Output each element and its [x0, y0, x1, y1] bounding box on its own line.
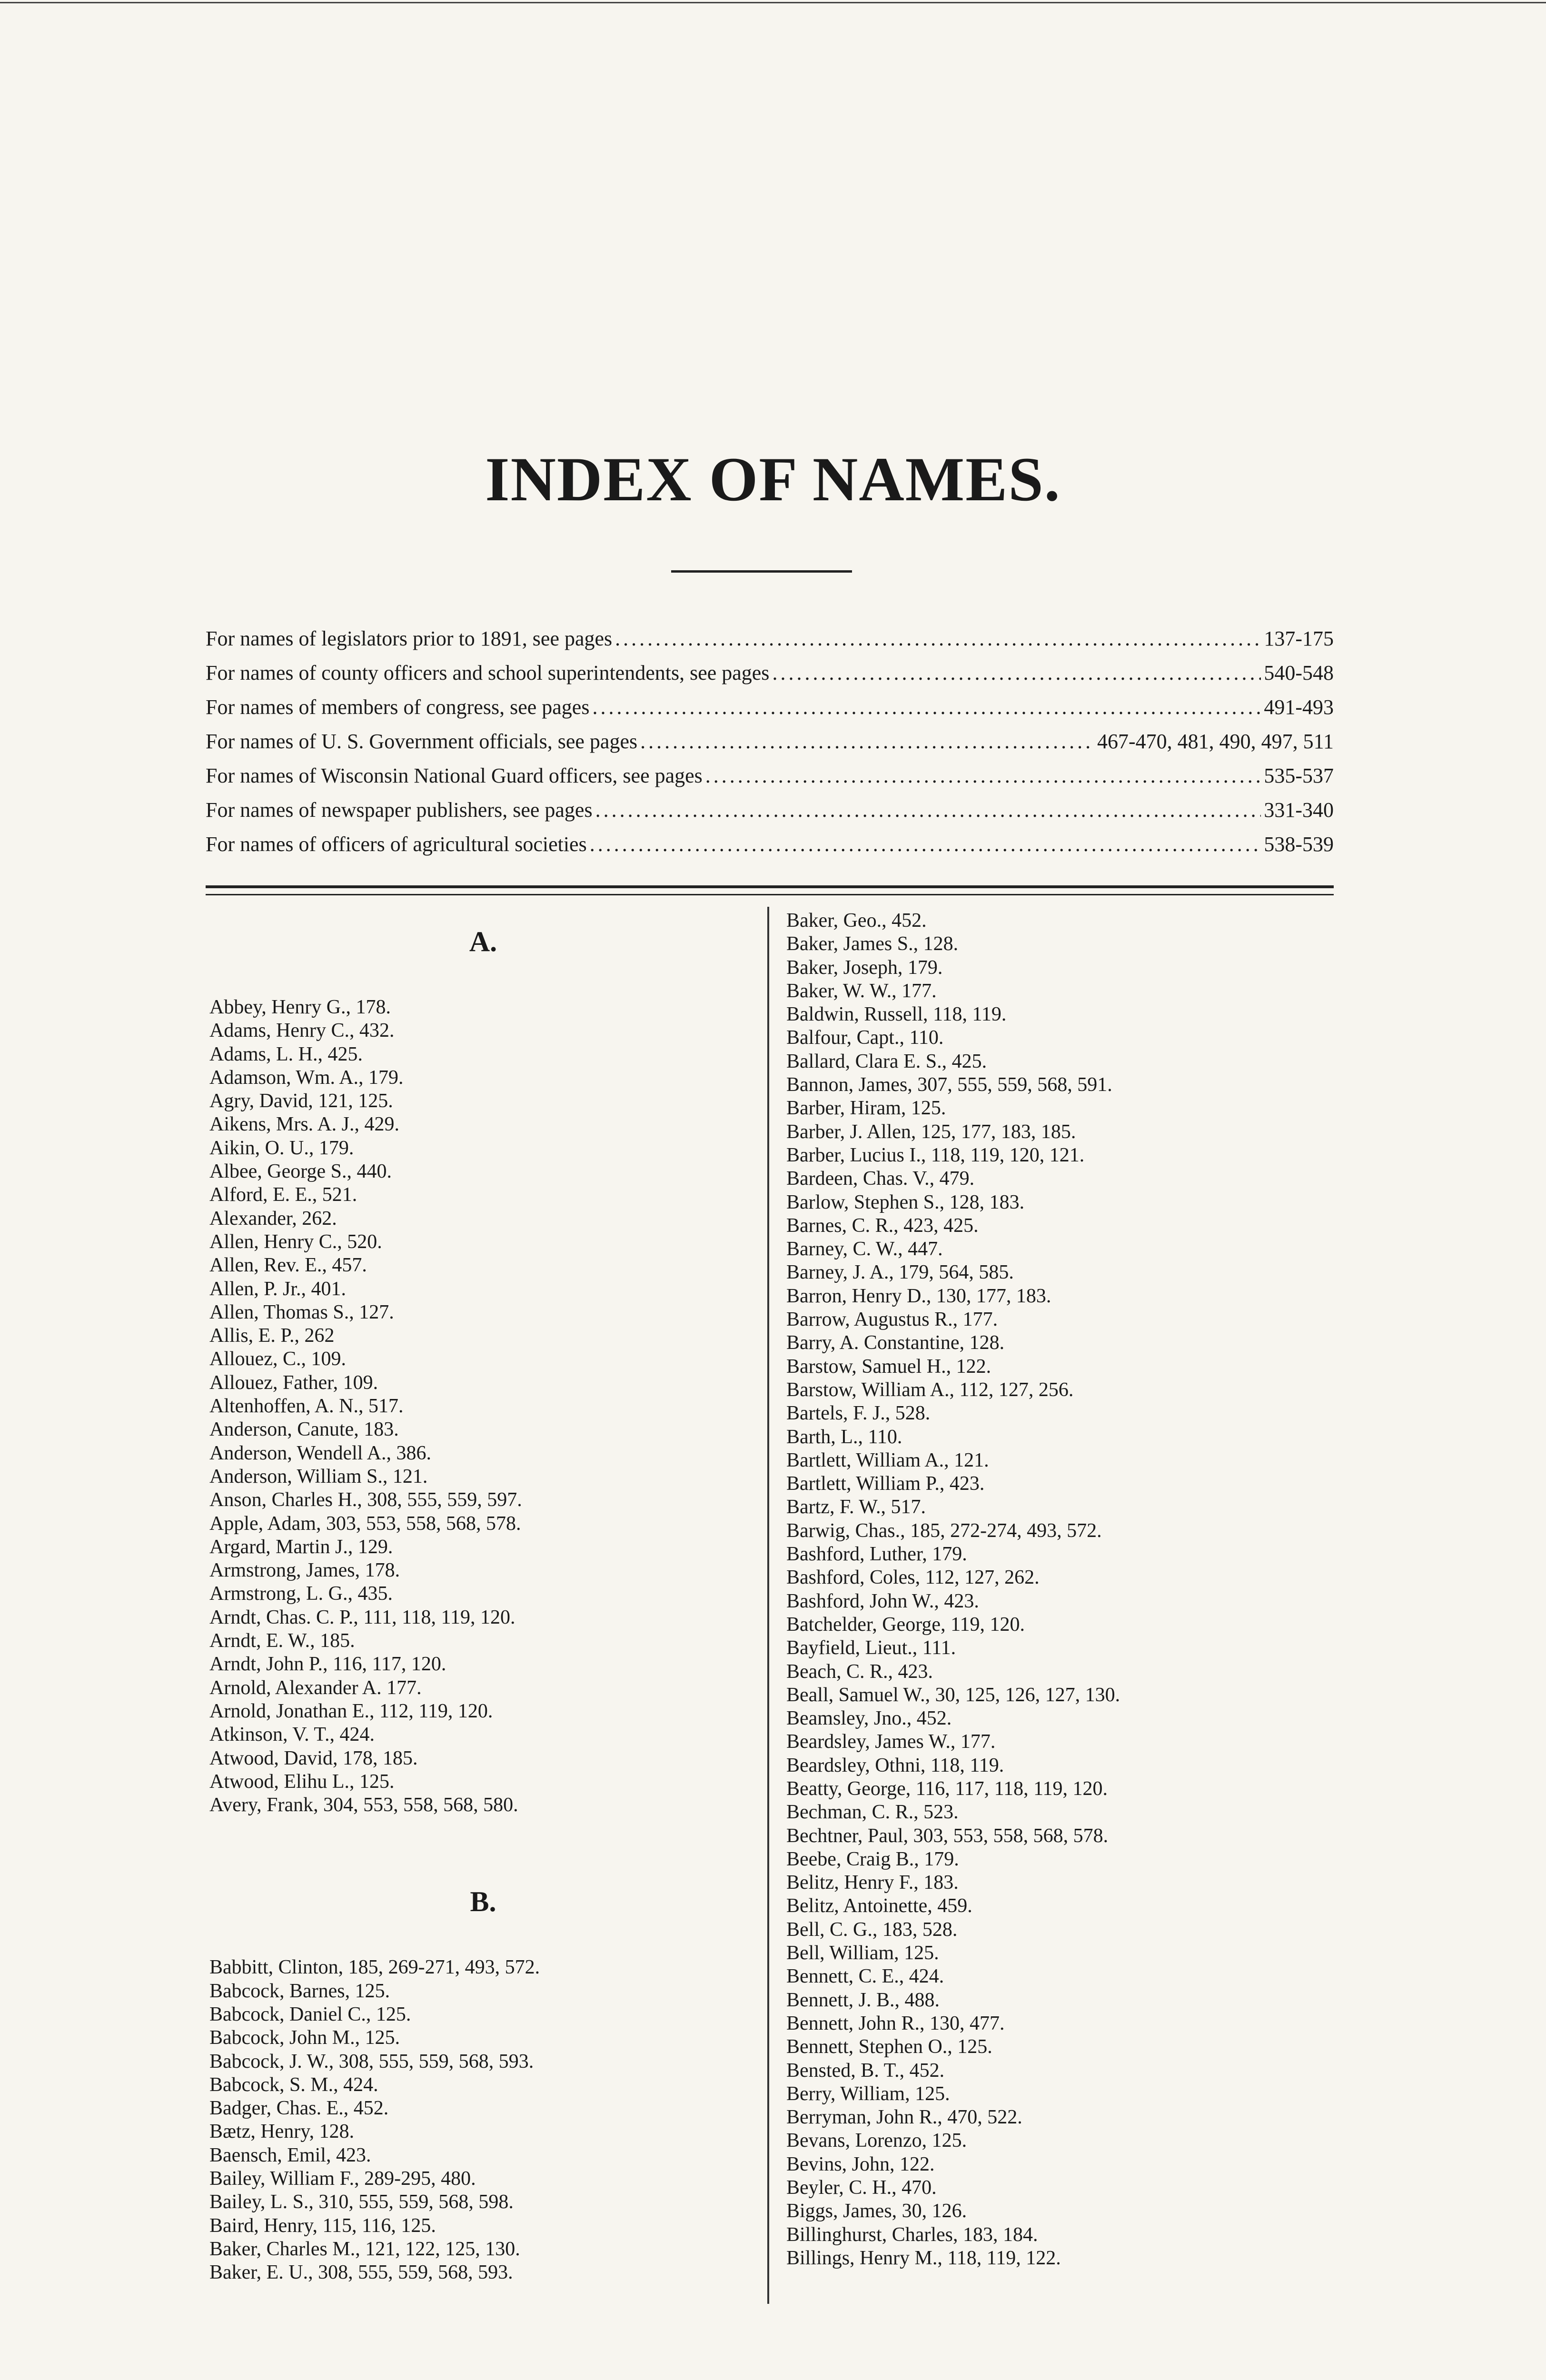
index-entry: Bartz, F. W., 517.: [786, 1496, 926, 1518]
index-entry: Bennett, C. E., 424.: [786, 1965, 944, 1988]
reference-pages: 467-470, 481, 490, 497, 511: [1097, 730, 1334, 753]
index-entry: Batchelder, George, 119, 120.: [786, 1613, 1025, 1636]
reference-label: For names of county officers and school superintendents, see pages: [206, 661, 770, 684]
cross-reference-row: [206, 695, 1334, 729]
index-entry: Bailey, L. S., 310, 555, 559, 568, 598.: [209, 2191, 514, 2213]
index-entry: Barry, A. Constantine, 128.: [786, 1332, 1005, 1354]
page-title: INDEX OF NAMES.: [485, 444, 1061, 514]
index-entry: Adamson, Wm. A., 179.: [209, 1066, 404, 1089]
cross-reference-row: [206, 661, 1334, 695]
index-entry: Beardsley, James W., 177.: [786, 1731, 996, 1753]
index-entry: Babbitt, Clinton, 185, 269-271, 493, 572.: [209, 1956, 540, 1979]
index-entry: Belitz, Antoinette, 459.: [786, 1895, 972, 1917]
index-entry: Baker, E. U., 308, 555, 559, 568, 593.: [209, 2261, 513, 2284]
column-divider: [767, 907, 769, 2304]
reference-label: For names of legislators prior to 1891, see pages: [206, 627, 613, 650]
index-entry: Beall, Samuel W., 30, 125, 126, 127, 130.: [786, 1684, 1120, 1706]
cross-reference-row: [206, 764, 1334, 798]
index-entry: Barron, Henry D., 130, 177, 183.: [786, 1285, 1051, 1307]
index-entry: Allen, Henry C., 520.: [209, 1230, 382, 1253]
index-entry: Allen, P. Jr., 401.: [209, 1278, 347, 1300]
section-divider-rule: [206, 885, 1334, 888]
index-entry: Bennett, John R., 130, 477.: [786, 2012, 1005, 2034]
leader-dots: [640, 729, 1094, 754]
reference-pages: 540-548: [1264, 661, 1334, 684]
index-entry: Beach, C. R., 423.: [786, 1660, 933, 1683]
index-entry: Barth, L., 110.: [786, 1426, 902, 1448]
cross-reference-row: [206, 798, 1334, 832]
index-entry: Babcock, Barnes, 125.: [209, 1980, 390, 2002]
index-entry: Baker, Joseph, 179.: [786, 956, 943, 979]
index-entry: Arnold, Alexander A. 177.: [209, 1676, 422, 1699]
index-entry: Ballard, Clara E. S., 425.: [786, 1050, 987, 1072]
index-entry: Barstow, Samuel H., 122.: [786, 1355, 991, 1378]
reference-pages: 331-340: [1264, 798, 1334, 822]
index-entry: Arndt, Chas. C. P., 111, 118, 119, 120.: [209, 1606, 515, 1628]
index-entry: Anson, Charles H., 308, 555, 559, 597.: [209, 1489, 522, 1511]
index-entry: Bell, William, 125.: [786, 1942, 939, 1964]
index-entry: Bell, C. G., 183, 528.: [786, 1918, 958, 1941]
index-entry: Biggs, James, 30, 126.: [786, 2200, 967, 2222]
index-entry: Alford, E. E., 521.: [209, 1184, 357, 1206]
section-heading-a: A.: [469, 926, 497, 957]
index-entry: Allouez, C., 109.: [209, 1348, 346, 1370]
index-entry: Babcock, John M., 125.: [209, 2027, 400, 2049]
section-heading-b: B.: [470, 1886, 496, 1918]
index-entry: Baker, James S., 128.: [786, 933, 959, 955]
cross-reference-row: [206, 729, 1334, 764]
index-entry: Allouez, Father, 109.: [209, 1371, 378, 1394]
index-entry: Beamsley, Jno., 452.: [786, 1707, 952, 1730]
index-entry: Allen, Rev. E., 457.: [209, 1254, 367, 1277]
index-entry: Anderson, Canute, 183.: [209, 1418, 399, 1441]
index-entry: Arnold, Jonathan E., 112, 119, 120.: [209, 1700, 493, 1722]
index-entry: Bashford, Luther, 179.: [786, 1543, 967, 1566]
index-entry: Anderson, William S., 121.: [209, 1465, 428, 1488]
reference-label: For names of U. S. Government officials, see pages: [206, 730, 638, 753]
reference-pages: 538-539: [1264, 833, 1334, 856]
index-entry: Albee, George S., 440.: [209, 1160, 392, 1183]
index-entry: Armstrong, L. G., 435.: [209, 1583, 393, 1605]
index-entry: Barlow, Stephen S., 128, 183.: [786, 1191, 1025, 1213]
index-entry: Altenhoffen, A. N., 517.: [209, 1395, 404, 1418]
index-entry: Babcock, J. W., 308, 555, 559, 568, 593.: [209, 2050, 534, 2073]
section-divider-rule: [206, 894, 1334, 895]
index-entry: Baker, Geo., 452.: [786, 910, 927, 932]
index-entry: Bayfield, Lieut., 111.: [786, 1637, 956, 1659]
reference-label: For names of newspaper publishers, see pages: [206, 798, 593, 822]
index-entry: Badger, Chas. E., 452.: [209, 2097, 389, 2120]
index-entry: Bannon, James, 307, 555, 559, 568, 591.: [786, 1074, 1112, 1096]
index-entry: Agry, David, 121, 125.: [209, 1090, 393, 1112]
index-entry: Belitz, Henry F., 183.: [786, 1872, 959, 1894]
index-entry: Barber, Hiram, 125.: [786, 1097, 946, 1120]
index-entry: Anderson, Wendell A., 386.: [209, 1442, 431, 1464]
index-entry: Baker, Charles M., 121, 122, 125, 130.: [209, 2238, 520, 2260]
index-entry: Bevans, Lorenzo, 125.: [786, 2130, 967, 2152]
index-entry: Aikens, Mrs. A. J., 429.: [209, 1113, 400, 1136]
index-entry: Atkinson, V. T., 424.: [209, 1724, 375, 1746]
index-entry: Beardsley, Othni, 118, 119.: [786, 1754, 1004, 1776]
index-entry: Bætz, Henry, 128.: [209, 2121, 355, 2143]
index-entry: Argard, Martin J., 129.: [209, 1536, 393, 1558]
index-entry: Arndt, John P., 116, 117, 120.: [209, 1653, 446, 1676]
index-entry: Adams, Henry C., 432.: [209, 1020, 395, 1042]
index-entry: Balfour, Capt., 110.: [786, 1027, 944, 1049]
index-entry: Bartlett, William P., 423.: [786, 1473, 985, 1495]
index-entry: Bensted, B. T., 452.: [786, 2059, 945, 2082]
index-entry: Bevins, John, 122.: [786, 2153, 935, 2175]
index-entry: Baird, Henry, 115, 116, 125.: [209, 2214, 436, 2237]
index-entry: Barstow, William A., 112, 127, 256.: [786, 1378, 1074, 1401]
leader-dots: [592, 695, 1261, 719]
reference-label: For names of officers of agricultural societies: [206, 833, 587, 856]
index-entry: Abbey, Henry G., 178.: [209, 996, 391, 1018]
index-entry: Billings, Henry M., 118, 119, 122.: [786, 2247, 1061, 2269]
index-entry: Barrow, Augustus R., 177.: [786, 1309, 998, 1331]
index-entry: Atwood, David, 178, 185.: [209, 1747, 418, 1769]
cross-reference-row: [206, 626, 1334, 661]
index-entry: Babcock, S. M., 424.: [209, 2073, 378, 2096]
section-a-entries: [209, 996, 757, 1817]
section-b-continued-entries: [786, 909, 1334, 2270]
reference-pages: 491-493: [1264, 695, 1334, 719]
index-entry: Atwood, Elihu L., 125.: [209, 1770, 395, 1793]
leader-dots: [772, 661, 1261, 685]
cross-reference-row: [206, 832, 1334, 866]
index-entry: Bardeen, Chas. V., 479.: [786, 1168, 975, 1190]
index-entry: Beebe, Craig B., 179.: [786, 1848, 959, 1870]
section-b-entries: [209, 1956, 757, 2284]
index-entry: Baldwin, Russell, 118, 119.: [786, 1003, 1007, 1026]
leader-dots: [705, 764, 1261, 788]
index-entry: Bailey, William F., 289-295, 480.: [209, 2168, 476, 2190]
index-entry: Alexander, 262.: [209, 1207, 337, 1230]
index-entry: Berry, William, 125.: [786, 2082, 950, 2105]
index-entry: Adams, L. H., 425.: [209, 1043, 363, 1065]
index-column-left: [209, 919, 757, 2285]
index-entry: Bartlett, William A., 121.: [786, 1449, 989, 1471]
cross-reference-list: [206, 626, 1334, 866]
title-underline: [671, 570, 852, 573]
leader-dots: [615, 626, 1261, 651]
index-entry: Baensch, Emil, 423.: [209, 2144, 371, 2166]
index-entry: Bechtner, Paul, 303, 553, 558, 568, 578.: [786, 1825, 1109, 1847]
leader-dots: [595, 798, 1261, 822]
index-entry: Allis, E. P., 262: [209, 1325, 335, 1347]
index-entry: Beyler, C. H., 470.: [786, 2177, 937, 2199]
index-entry: Billinghurst, Charles, 183, 184.: [786, 2223, 1038, 2246]
index-entry: Bechman, C. R., 523.: [786, 1801, 959, 1824]
index-entry: Bashford, John W., 423.: [786, 1590, 979, 1612]
index-column-right: [786, 909, 1334, 2270]
index-entry: Allen, Thomas S., 127.: [209, 1301, 394, 1323]
index-entry: Aikin, O. U., 179.: [209, 1137, 354, 1159]
index-entry: Bennett, J. B., 488.: [786, 1989, 940, 2011]
index-entry: Barwig, Chas., 185, 272-274, 493, 572.: [786, 1519, 1102, 1542]
leader-dots: [590, 832, 1261, 856]
reference-label: For names of Wisconsin National Guard officers, see pages: [206, 764, 703, 787]
index-entry: Avery, Frank, 304, 553, 558, 568, 580.: [209, 1794, 518, 1816]
index-entry: Bennett, Stephen O., 125.: [786, 2036, 992, 2058]
index-entry: Arndt, E. W., 185.: [209, 1630, 355, 1652]
index-entry: Apple, Adam, 303, 553, 558, 568, 578.: [209, 1512, 521, 1535]
reference-pages: 137-175: [1264, 627, 1334, 650]
top-border-rule: [0, 2, 1546, 3]
index-entry: Armstrong, James, 178.: [209, 1559, 400, 1582]
index-entry: Berryman, John R., 470, 522.: [786, 2106, 1022, 2129]
index-entry: Barney, J. A., 179, 564, 585.: [786, 1261, 1014, 1284]
index-entry: Babcock, Daniel C., 125.: [209, 2003, 411, 2025]
index-entry: Barney, C. W., 447.: [786, 1238, 943, 1260]
index-entry: Baker, W. W., 177.: [786, 980, 937, 1002]
index-entry: Beatty, George, 116, 117, 118, 119, 120.: [786, 1777, 1108, 1800]
index-entry: Barnes, C. R., 423, 425.: [786, 1214, 979, 1237]
index-entry: Barber, J. Allen, 125, 177, 183, 185.: [786, 1121, 1076, 1143]
index-entry: Barber, Lucius I., 118, 119, 120, 121.: [786, 1144, 1085, 1166]
index-entry: Bashford, Coles, 112, 127, 262.: [786, 1567, 1040, 1589]
reference-label: For names of members of congress, see pages: [206, 695, 590, 719]
index-entry: Bartels, F. J., 528.: [786, 1402, 931, 1425]
reference-pages: 535-537: [1264, 764, 1334, 787]
